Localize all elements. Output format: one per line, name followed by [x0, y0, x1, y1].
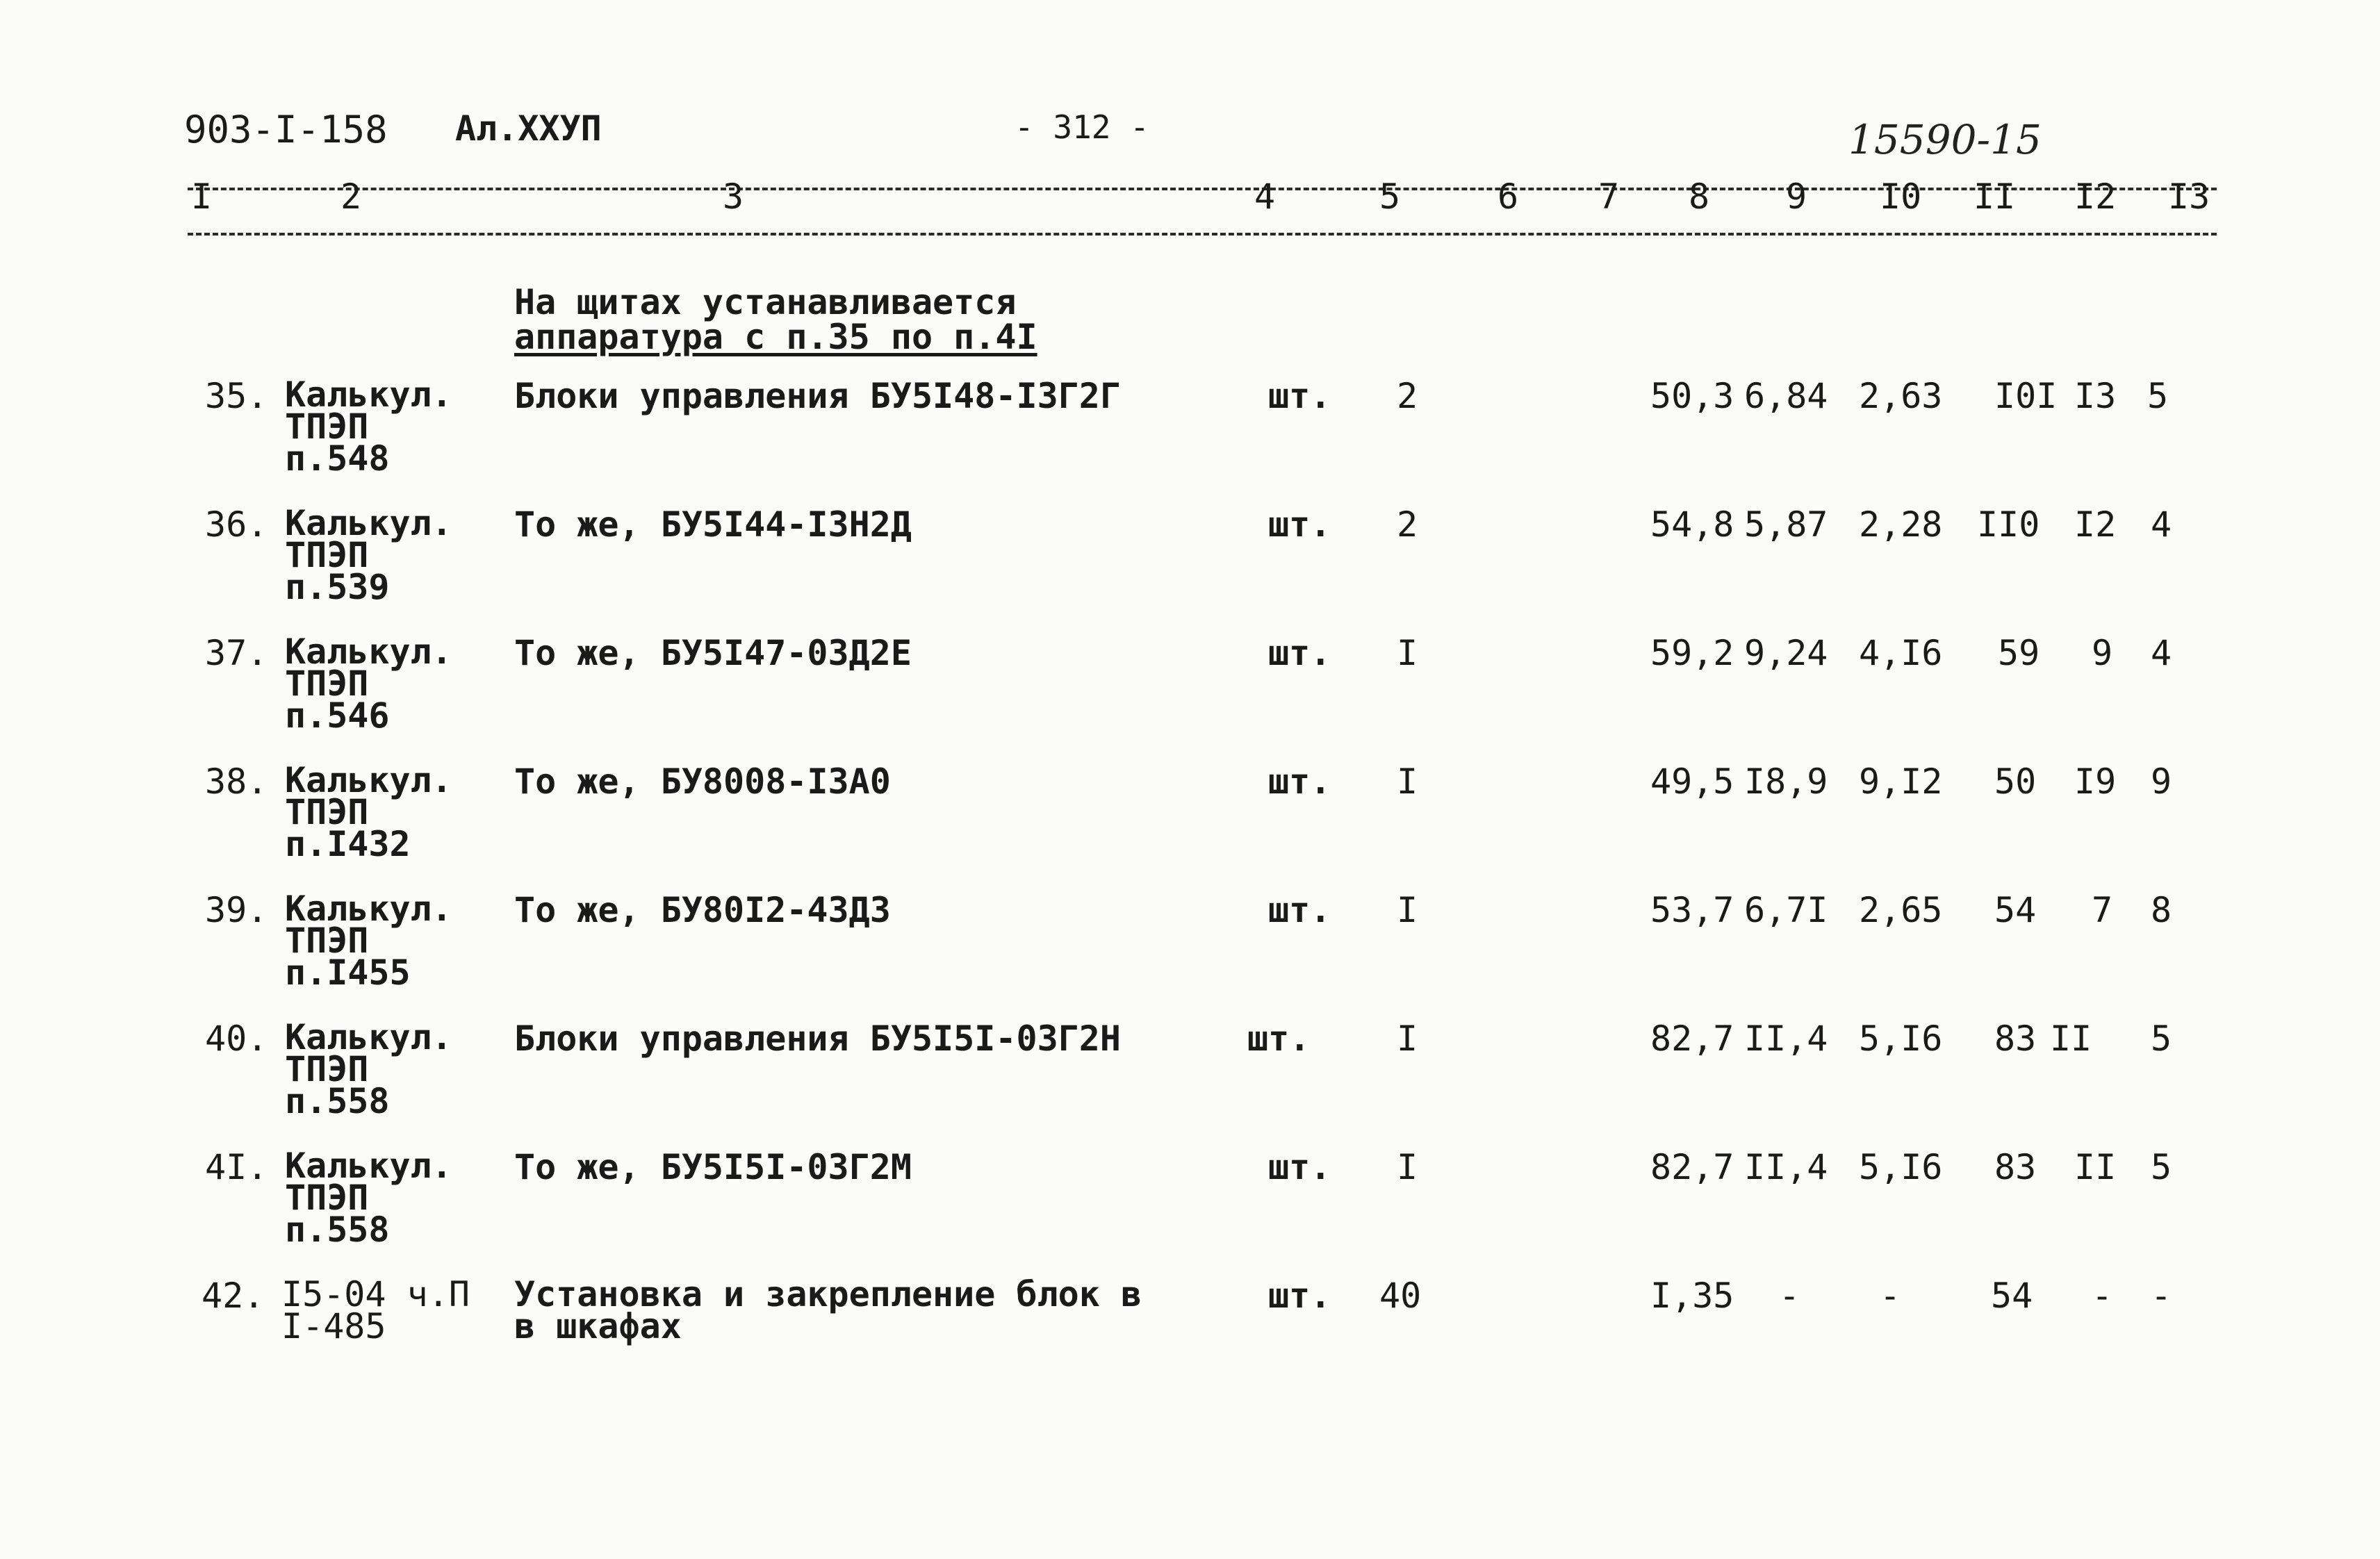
row-quantity: I: [1397, 1018, 1418, 1059]
row-name: Блоки управления БУ5I48-I3Г2Г: [514, 376, 1121, 416]
col-num-12: I2: [2074, 176, 2117, 217]
row-unit: шт.: [1268, 633, 1331, 673]
row-col-8: 54,8: [1650, 504, 1734, 545]
row-name: То же, БУ5I5I-03Г2М: [514, 1147, 912, 1187]
row-col-11: II0: [1977, 504, 2040, 545]
row-col-10: 5,I6: [1859, 1147, 1943, 1187]
row-col-10: 5,I6: [1859, 1018, 1943, 1059]
row-unit: шт.: [1268, 1147, 1331, 1187]
row-col-10: 4,I6: [1859, 633, 1943, 673]
col-num-4: 4: [1254, 176, 1276, 217]
table-row: [0, 889, 2380, 1018]
header-rule-bottom: [188, 233, 2217, 236]
archive-stamp: 15590-15: [1848, 116, 2042, 163]
row-quantity: I: [1397, 1147, 1418, 1187]
row-col-8: 49,5: [1650, 761, 1734, 802]
row-col-9: II,4: [1744, 1147, 1828, 1187]
row-unit: шт.: [1268, 761, 1331, 802]
col-num-6: 6: [1497, 176, 1519, 217]
row-col-10: -: [1880, 1276, 1901, 1316]
row-col-13: -: [2151, 1276, 2172, 1316]
section-note-line-2: аппаратура с п.35 по п.4I: [514, 317, 1037, 357]
row-col-13: 5: [2151, 1147, 2172, 1187]
col-num-3: 3: [723, 176, 744, 217]
row-col-9: II,4: [1744, 1018, 1828, 1059]
col-num-9: 9: [1786, 176, 1807, 217]
row-name: То же, БУ5I47-03Д2Е: [514, 633, 912, 673]
row-number: 4I.: [205, 1147, 268, 1187]
col-num-2: 2: [340, 176, 362, 217]
row-col-9: -: [1779, 1276, 1800, 1316]
col-num-11: II: [1973, 176, 2016, 217]
row-col-10: 2,28: [1859, 504, 1943, 545]
section-note-line-1: На щитах устанавливается: [514, 282, 1017, 322]
row-col-11: 50: [1994, 761, 2037, 802]
col-num-10: I0: [1880, 176, 1922, 217]
table-row: [0, 1146, 2380, 1275]
row-number: 40.: [205, 1018, 268, 1059]
row-col-12: I9: [2074, 761, 2117, 802]
row-col-8: I,35: [1650, 1276, 1734, 1316]
row-col-9: 6,7I: [1744, 890, 1828, 930]
row-name: То же, БУ5I44-I3Н2Д: [514, 504, 912, 545]
row-reference: Калькул. ТПЭП п.558: [285, 1146, 452, 1250]
col-num-7: 7: [1598, 176, 1620, 217]
table-row: [0, 1017, 2380, 1146]
row-col-9: 5,87: [1744, 504, 1828, 545]
row-unit: шт.: [1247, 1018, 1311, 1059]
table-row: [0, 1274, 2380, 1403]
row-reference: Калькул. ТПЭП п.I455: [285, 889, 452, 993]
row-col-13: 4: [2151, 633, 2172, 673]
row-name: Блоки управления БУ5I5I-03Г2Н: [514, 1018, 1121, 1059]
row-col-12: I2: [2074, 504, 2117, 545]
row-number: 39.: [205, 890, 268, 930]
row-reference: Калькул. ТПЭП п.558: [285, 1017, 452, 1121]
row-number: 35.: [205, 376, 268, 416]
row-col-11: 54: [1994, 890, 2037, 930]
row-col-13: 8: [2151, 890, 2172, 930]
row-number: 42.: [202, 1276, 265, 1316]
document-code: 903-I-158: [184, 108, 388, 151]
row-col-12: -: [2092, 1276, 2113, 1316]
row-col-10: 9,I2: [1859, 761, 1943, 802]
row-name: Установка и закрепление блок в в шкафах: [514, 1274, 1142, 1346]
row-unit: шт.: [1268, 504, 1331, 545]
row-col-12: I3: [2074, 376, 2117, 416]
row-unit: шт.: [1268, 890, 1331, 930]
row-reference: Калькул. ТПЭП п.I432: [285, 760, 452, 864]
row-col-8: 59,2: [1650, 633, 1734, 673]
col-num-13: I3: [2168, 176, 2210, 217]
row-reference: Калькул. ТПЭП п.539: [285, 503, 452, 607]
row-col-11: 83: [1994, 1147, 2037, 1187]
table-row: [0, 632, 2380, 761]
row-col-11: I0I: [1994, 376, 2058, 416]
row-col-8: 50,3: [1650, 376, 1734, 416]
row-unit: шт.: [1268, 376, 1331, 416]
row-number: 37.: [205, 633, 268, 673]
col-num-1: I: [191, 176, 213, 217]
row-col-11: 83: [1994, 1018, 2037, 1059]
row-quantity: I: [1397, 633, 1418, 673]
table-row: [0, 374, 2380, 504]
row-quantity: I: [1397, 761, 1418, 802]
row-col-10: 2,65: [1859, 890, 1943, 930]
row-col-13: 9: [2151, 761, 2172, 802]
row-reference: Калькул. ТПЭП п.548: [285, 374, 452, 479]
table-row: [0, 760, 2380, 889]
row-quantity: 40: [1379, 1276, 1422, 1316]
table-row: [0, 503, 2380, 632]
row-col-9: 9,24: [1744, 633, 1828, 673]
section-note: [514, 282, 1037, 357]
row-col-12: II: [2074, 1147, 2117, 1187]
row-col-8: 82,7: [1650, 1147, 1734, 1187]
col-num-8: 8: [1689, 176, 1710, 217]
row-col-12: 7: [2092, 890, 2113, 930]
row-col-13: 5: [2147, 376, 2169, 416]
page-number: - 312 -: [1015, 108, 1149, 146]
row-reference: I5-04 ч.П I-485: [281, 1274, 470, 1346]
row-name: То же, БУ8008-I3А0: [514, 761, 891, 802]
row-col-13: 5: [2151, 1018, 2172, 1059]
row-number: 38.: [205, 761, 268, 802]
row-col-11: 54: [1991, 1276, 2033, 1316]
album-number: Ал.ХХУП: [455, 108, 602, 149]
row-col-9: I8,9: [1744, 761, 1828, 802]
row-unit: шт.: [1268, 1276, 1331, 1316]
row-col-10: 2,63: [1859, 376, 1943, 416]
row-number: 36.: [205, 504, 268, 545]
row-col-12: II: [2050, 1018, 2092, 1059]
row-col-12: 9: [2092, 633, 2113, 673]
row-quantity: 2: [1397, 504, 1418, 545]
row-col-8: 82,7: [1650, 1018, 1734, 1059]
row-col-9: 6,84: [1744, 376, 1828, 416]
row-quantity: I: [1397, 890, 1418, 930]
row-col-8: 53,7: [1650, 890, 1734, 930]
col-num-5: 5: [1379, 176, 1401, 217]
row-reference: Калькул. ТПЭП п.546: [285, 632, 452, 736]
row-col-13: 4: [2151, 504, 2172, 545]
row-col-11: 59: [1998, 633, 2040, 673]
row-name: То же, БУ80I2-43Д3: [514, 890, 891, 930]
row-quantity: 2: [1397, 376, 1418, 416]
